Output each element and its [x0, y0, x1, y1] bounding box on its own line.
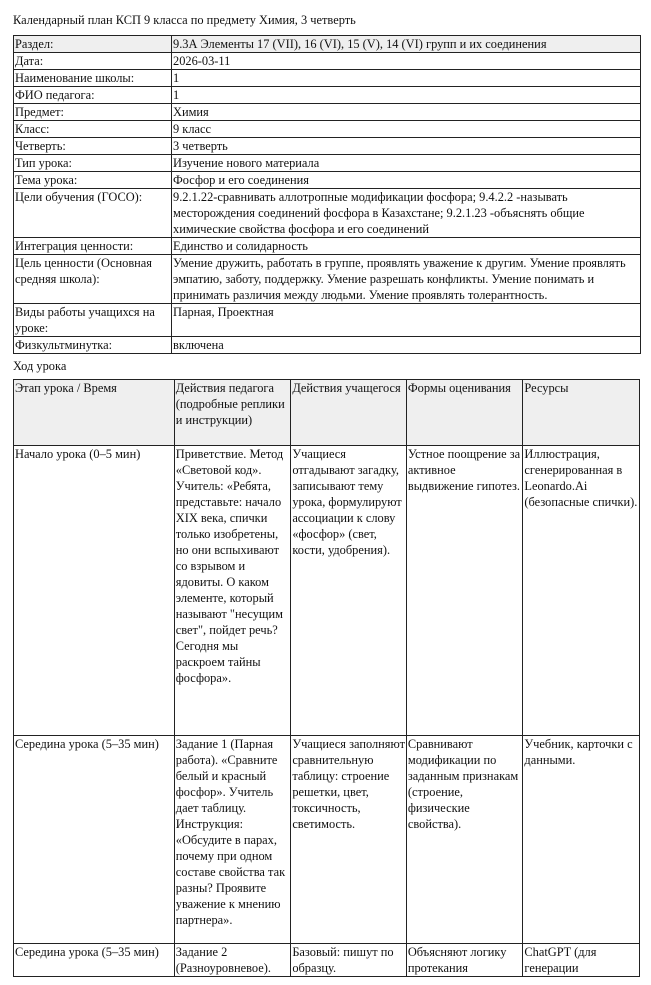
- info-row-physical-break: [14, 337, 641, 354]
- column-header-teacher-actions: Действия педагога (подробные реплики и инструкции): [174, 380, 291, 446]
- info-label: ФИО педагога:: [14, 87, 172, 104]
- info-row-work-types: [14, 304, 641, 337]
- info-row-date: [14, 53, 641, 70]
- info-label: Предмет:: [14, 104, 172, 121]
- info-label: Четверть:: [14, 138, 172, 155]
- student-actions-cell: Учащиеся отгадывают загадку, записывают тему урока, формулируют ассоциации к слову «фосфор» (свет, кости, удобрения).: [291, 446, 407, 736]
- assessment-cell: Устное поощрение за активное выдвижение гипотез.: [406, 446, 523, 736]
- column-header-assessment: Формы оценивания: [406, 380, 523, 446]
- info-row-topic: [14, 172, 641, 189]
- teacher-actions-cell: Задание 2 (Разноуровневое).: [174, 944, 291, 977]
- student-actions-cell: Учащиеся заполняют сравнительную таблицу: строение решетки, цвет, токсичность, светимость.: [291, 736, 407, 944]
- assessment-cell: Сравнивают модификации по заданным признакам (строение, физические свойства).: [406, 736, 523, 944]
- info-label: Цель ценности (Основная средняя школа):: [14, 255, 172, 304]
- lesson-flow-row: [14, 944, 640, 977]
- lesson-flow-heading: Ход урока: [13, 359, 67, 373]
- info-value: Фосфор и его соединения: [172, 172, 641, 189]
- lesson-info-table: [13, 35, 641, 354]
- info-row-school: [14, 70, 641, 87]
- student-actions-cell: Базовый: пишут по образцу.: [291, 944, 407, 977]
- info-label: Класс:: [14, 121, 172, 138]
- info-value: 2026-03-11: [172, 53, 641, 70]
- info-row-section: [14, 36, 641, 53]
- resources-cell: Учебник, карточки с данными.: [523, 736, 640, 944]
- info-row-quarter: [14, 138, 641, 155]
- info-value: Изучение нового материала: [172, 155, 641, 172]
- resources-cell: ChatGPT (для генерации: [523, 944, 640, 977]
- info-row-teacher: [14, 87, 641, 104]
- info-label: Виды работы учащихся на уроке:: [14, 304, 172, 337]
- teacher-actions-cell: Приветствие. Метод «Световой код». Учитель: «Ребята, представьте: начало XIX века, спички только изобретены, но они вспыхивают со взрывом и ядовиты. О каком элементе, который называют "несущим свет", пойдет речь? Сегодня мы раскроем тайны фосфора».: [174, 446, 291, 736]
- info-row-subject: [14, 104, 641, 121]
- lesson-flow-table: [13, 379, 640, 977]
- lesson-flow-row: [14, 736, 640, 944]
- info-row-objectives: [14, 189, 641, 238]
- info-value: 9 класс: [172, 121, 641, 138]
- info-label: Интеграция ценности:: [14, 238, 172, 255]
- info-label: Физкультминутка:: [14, 337, 172, 354]
- column-header-stage: Этап урока / Время: [14, 380, 175, 446]
- info-row-lesson-type: [14, 155, 641, 172]
- info-row-value-goal: [14, 255, 641, 304]
- info-label: Цели обучения (ГОСО):: [14, 189, 172, 238]
- column-header-resources: Ресурсы: [523, 380, 640, 446]
- stage-cell: Середина урока (5–35 мин): [14, 736, 175, 944]
- assessment-cell: Объясняют логику протекания: [406, 944, 523, 977]
- info-value: 1: [172, 70, 641, 87]
- info-label: Тема урока:: [14, 172, 172, 189]
- info-value: 3 четверть: [172, 138, 641, 155]
- column-header-student-actions: Действия учащегося: [291, 380, 407, 446]
- info-label: Дата:: [14, 53, 172, 70]
- info-value: 9.3А Элементы 17 (VII), 16 (VI), 15 (V), 14 (VI) групп и их соединения: [172, 36, 641, 53]
- info-value: Единство и солидарность: [172, 238, 641, 255]
- stage-cell: Середина урока (5–35 мин): [14, 944, 175, 977]
- document-title: Календарный план КСП 9 класса по предмету Химия, 3 четверть: [13, 13, 356, 27]
- resources-cell: Иллюстрация, сгенерированная в Leonardo.Ai (безопасные спички).: [523, 446, 640, 736]
- info-value: 1: [172, 87, 641, 104]
- info-label: Наименование школы:: [14, 70, 172, 87]
- stage-cell: Начало урока (0–5 мин): [14, 446, 175, 736]
- info-label: Тип урока:: [14, 155, 172, 172]
- info-value: Парная, Проектная: [172, 304, 641, 337]
- lesson-flow-row: [14, 446, 640, 736]
- info-row-grade: [14, 121, 641, 138]
- info-value: включена: [172, 337, 641, 354]
- info-label: Раздел:: [14, 36, 172, 53]
- info-row-value-integration: [14, 238, 641, 255]
- info-value: Химия: [172, 104, 641, 121]
- lesson-flow-header-row: [14, 380, 640, 446]
- info-value: 9.2.1.22-сравнивать аллотропные модификации фосфора; 9.4.2.2 -называть месторождения соединений фосфора в Казахстане; 9.2.1.23 -объяснять общие химические свойства фосфора и его соединений: [172, 189, 641, 238]
- info-value: Умение дружить, работать в группе, проявлять уважение к другим. Умение проявлять эмпатию, заботу, поддержку. Умение разрешать конфликты. Умение понимать и принимать различия между людьми. Умение проявлять толерантность.: [172, 255, 641, 304]
- teacher-actions-cell: Задание 1 (Парная работа). «Сравните белый и красный фосфор». Учитель дает таблицу. Инструкция: «Обсудите в парах, почему при одном составе свойства так разны? Проявите уважение к мнению партнера».: [174, 736, 291, 944]
